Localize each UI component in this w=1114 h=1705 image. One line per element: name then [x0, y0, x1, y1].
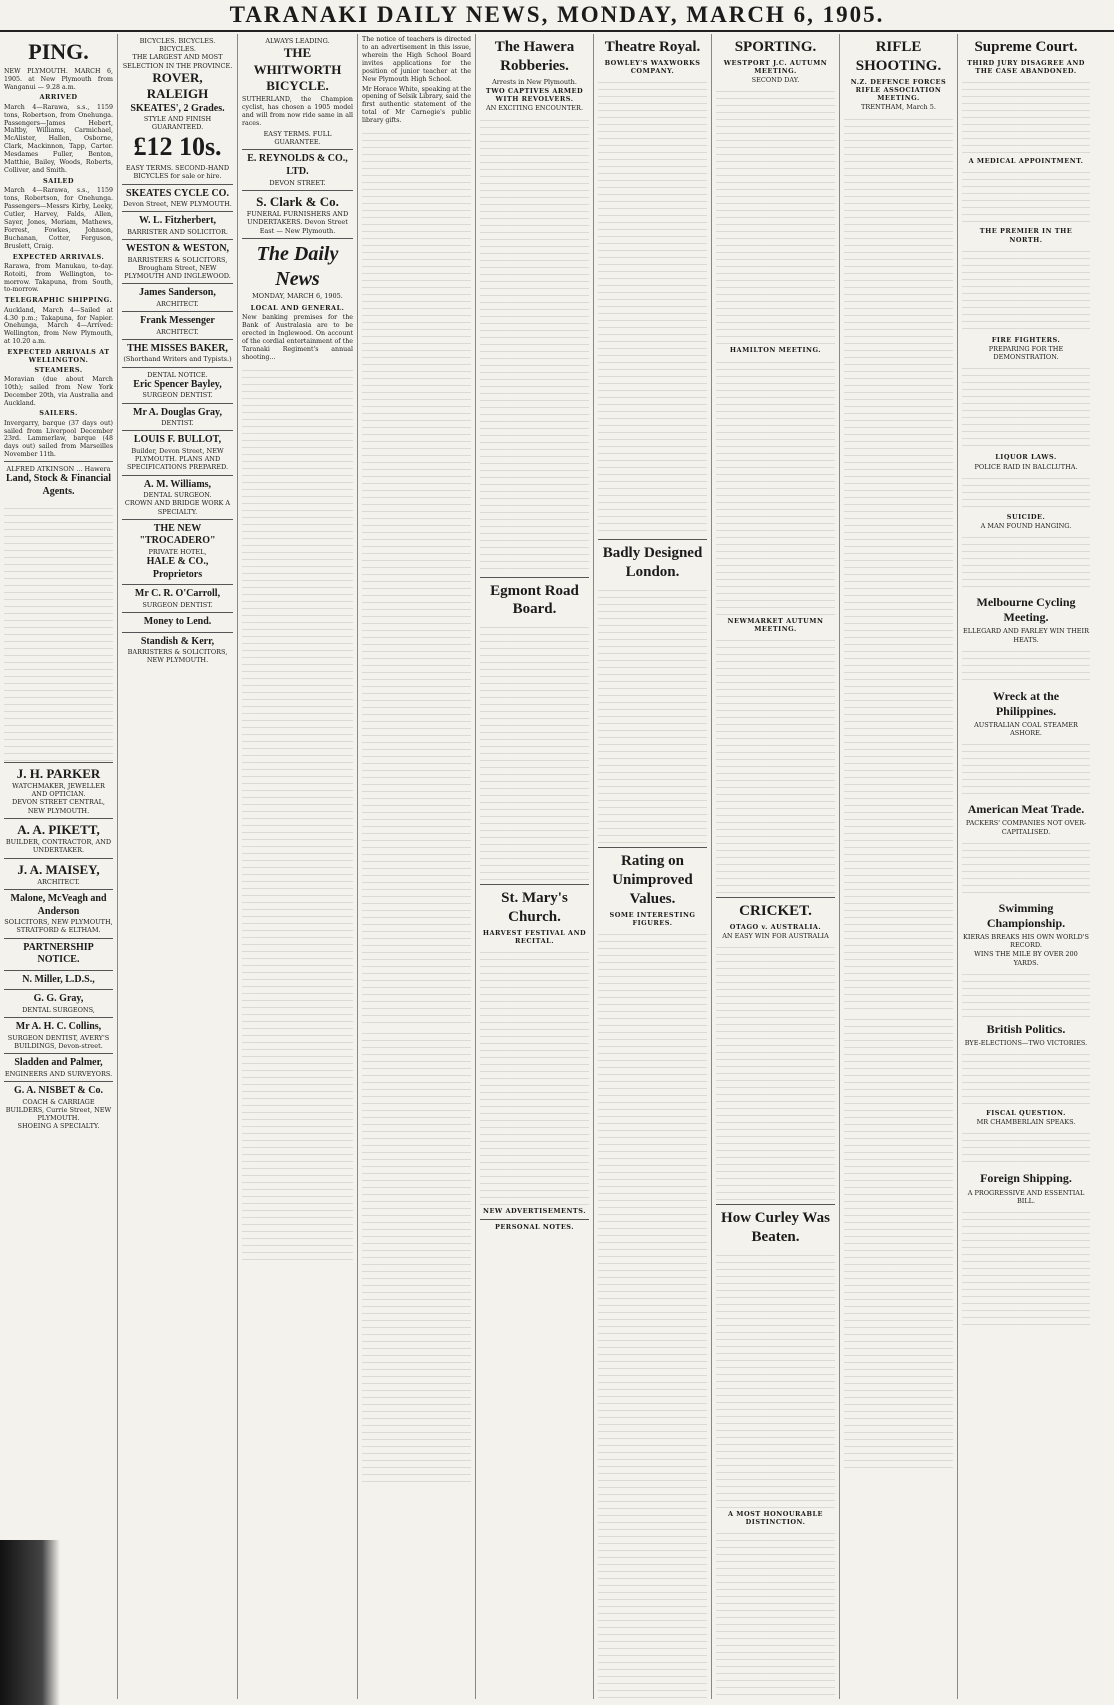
curley-heading: How Curley Was Beaten. [721, 1210, 830, 1246]
newmarket-heading: NEWMARKET AUTUMN MEETING. [727, 616, 824, 633]
fiscal-sub: MR CHAMBERLAIN SPEAKS. [976, 1118, 1076, 1127]
egmont-road-text [480, 621, 589, 881]
ad-malone-name: Malone, McVeagh and Anderson [10, 893, 107, 917]
masthead [0, 0, 1114, 30]
liquor-heading: LIQUOR LAWS. [995, 453, 1057, 462]
column-editorial [238, 34, 358, 1699]
ad-douglas-gray [122, 403, 233, 431]
column-news-6 [594, 34, 712, 1699]
ad-weston [122, 239, 233, 283]
cricket-sub: OTAGO v. AUSTRALIA. [729, 922, 822, 931]
medical-text [962, 166, 1090, 226]
arrived-heading: ARRIVED [39, 93, 78, 102]
ad-maisey-line: ARCHITECT. [37, 877, 80, 886]
swimming-sub: KIERAS BREAKS HIS OWN WORLD'S RECORD. [963, 933, 1089, 950]
ad-collins [4, 1017, 113, 1053]
ad-raleigh: RALEIGH [146, 86, 209, 102]
liquor-text [962, 472, 1090, 512]
telegraphic-text: Auckland, March 4—Sailed at 4.30 p.m.; Takapuna, for Napier. Onehunga, March 4—Arrived: Wellington, from New Plymouth, at 10.20 a.m. [4, 306, 113, 346]
ad-standish-kerr-name: Standish & Kerr, [140, 635, 215, 647]
ad-trocadero [122, 519, 233, 585]
ad-bicycles-line: BICYCLES. BICYCLES. BICYCLES. [139, 37, 216, 54]
new-ads-heading: NEW ADVERTISEMENTS. [483, 1207, 586, 1216]
divider [480, 577, 589, 578]
foreign-shipping-text [962, 1206, 1090, 1326]
ad-messenger-line: ARCHITECT. [156, 327, 199, 336]
expected-wellington-heading: EXPECTED ARRIVALS AT WELLINGTON. [7, 348, 110, 365]
ad-whitworth [242, 34, 353, 149]
local-carnegie: Mr Horace White, speaking at the opening of Selsik Library, said the first authentic statement of the total of Mr Carnegie's public library gifts. [362, 85, 472, 125]
fiscal-text [962, 1127, 1090, 1167]
honourable-heading: A MOST HONOURABLE DISTINCTION. [728, 1510, 823, 1527]
ad-clark-name: S. Clark & Co. [256, 193, 339, 209]
ad-dental-notice [122, 367, 233, 403]
page-edge-shadow [0, 1540, 60, 1705]
hamilton-text [716, 356, 835, 616]
meat-trade-text [962, 837, 1090, 897]
westport-text [716, 85, 835, 345]
foreign-shipping-heading: Foreign Shipping. [980, 1171, 1072, 1186]
hawera-sub: Arrests in New Plymouth. [492, 77, 577, 86]
ad-parker-name: J. H. PARKER [16, 765, 101, 781]
swimming-heading: Swimming Championship. [986, 900, 1066, 930]
rifle-text [844, 113, 953, 1013]
column-cables [958, 34, 1094, 1699]
hamilton-heading: HAMILTON MEETING. [729, 346, 822, 355]
divider [716, 897, 835, 898]
rifle-sub: N.Z. DEFENCE FORCES RIFLE ASSOCIATION MEETING. [850, 77, 947, 103]
ad-crown-bridge: CROWN AND BRIDGE WORK A SPECIALTY. [124, 499, 231, 516]
ad-douglas-gray-line: DENTIST. [161, 419, 194, 428]
ad-atkinson [4, 461, 113, 501]
badly-designed-text [598, 584, 707, 844]
steamers-heading: STEAMERS. [34, 365, 83, 374]
divider [598, 847, 707, 848]
ad-williams-line: DENTAL SURGEON. [143, 491, 212, 500]
ad-pikett-name: A. A. PIKETT, [17, 821, 100, 837]
ad-bayley-line: SURGEON DENTIST. [142, 391, 213, 400]
divider [598, 539, 707, 540]
cricket-sub2: AN EASY WIN FOR AUSTRALIA [722, 932, 829, 941]
cycling-text [962, 645, 1090, 685]
ad-clark [242, 190, 353, 238]
ad-whitworth-terms: EASY TERMS. FULL GUARANTEE. [263, 130, 332, 147]
ad-baker [122, 339, 233, 367]
ad-clark-line: FUNERAL FURNISHERS AND UNDERTAKERS. Devon Street East — New Plymouth. [246, 210, 349, 235]
wreck-heading: Wreck at the Philippines. [992, 688, 1060, 718]
divider [480, 1219, 589, 1220]
fire-fighters-heading: FIRE FIGHTERS. [991, 335, 1061, 344]
column-sporting [712, 34, 840, 1699]
ad-weston-line: BARRISTERS & SOLICITORS, Brougham Street, NEW PLYMOUTH AND INGLEWOOD. [124, 255, 231, 281]
curley-text [716, 1249, 835, 1509]
ad-nisbet-name: G. A. NISBET & Co. [13, 1084, 103, 1096]
local-notice-teachers: The notice of teachers is directed to an advertisement in this issue, wherein the High School Board invites applications for the position of junior teacher at the New Plymouth High School. [362, 36, 471, 83]
newspaper-masthead-title: TARANAKI DAILY NEWS, MONDAY, MARCH 6, 1905. [229, 2, 885, 27]
ad-parker-line: WATCHMAKER, JEWELLER AND OPTICIAN. [12, 782, 105, 799]
sailers-text: Invergarry, barque (37 days out) sailed from Liverpool December 23rd. Lammerlaw, barque (48 days out) sailed from Marseilles November 11th. [4, 419, 113, 459]
rifle-sub2: TRENTHAM, March 5. [861, 103, 936, 112]
swimming-text [962, 968, 1090, 1018]
ad-price: £12 10s. [133, 132, 222, 162]
medical-heading: A MEDICAL APPOINTMENT. [968, 157, 1084, 166]
ad-messenger [122, 311, 233, 339]
paper-title: The Daily News [256, 242, 339, 290]
suicide-heading: SUICIDE. [1006, 512, 1046, 521]
ad-gray-line: DENTAL SURGEONS, [22, 1006, 95, 1014]
local-news-text [362, 127, 471, 1027]
ad-skeates-grades: SKEATES', 2 Grades. [130, 102, 225, 114]
rating-heading: Rating on Unimproved Values. [612, 853, 693, 907]
divider [716, 1204, 835, 1205]
ad-parker [4, 762, 113, 818]
ad-malone [4, 889, 113, 938]
column-local-news [358, 34, 476, 1699]
sporting-heading: SPORTING. [734, 39, 817, 55]
personal-notes-heading: PERSONAL NOTES. [494, 1222, 575, 1231]
expected-heading: EXPECTED ARRIVALS. [12, 252, 105, 261]
ad-trocadero-line: PRIVATE HOTEL, [148, 547, 207, 556]
ad-williams-name: A. M. Williams, [143, 478, 212, 490]
meat-trade-heading: American Meat Trade. [967, 802, 1085, 817]
second-day-sub: SECOND DAY. [751, 76, 800, 85]
ad-sanderson-line: ARCHITECT. [156, 299, 199, 308]
ad-baker-line: (Shorthand Writers and Typists.) [123, 355, 232, 364]
newmarket-text [716, 634, 835, 894]
ad-sanderson-name: James Sanderson, [139, 287, 216, 299]
ad-money-lend [122, 612, 233, 632]
hawera-sub2: TWO CAPTIVES ARMED WITH REVOLVERS. [485, 86, 584, 104]
westport-sub: WESTPORT J.C. AUTUMN MEETING. [723, 58, 828, 76]
hawera-robberies-heading: The Hawera Robberies. [494, 39, 575, 74]
arrived-text: March 4—Rarawa, s.s., 1159 tons, Robertson, from Onehunga. Passengers—James Hebert, Maltby, Williams, Carmichael, McAlister, Hallen, Osborne, Clark, Mackinnon, Tapp, Carter. Mesdames Fuller, Benton, Matthie, Bailey, Woods, Roberts, Colliver, and Smith. [4, 103, 113, 175]
ad-williams [122, 475, 233, 519]
wreck-sub: AUSTRALIAN COAL STEAMER ASHORE. [974, 720, 1078, 738]
ad-fitzherbert-name: W. L. Fitzherbert, [138, 215, 217, 227]
ad-reynolds-line: DEVON STREET. [269, 178, 326, 187]
rating-sub: SOME INTERESTING FIGURES. [609, 910, 696, 927]
telegraphic-heading: TELEGRAPHIC SHIPPING. [4, 296, 113, 305]
cycling-sub: ELLEGARD AND FARLEY WIN THEIR HEATS. [962, 627, 1089, 644]
ad-bullot-name: LOUIS F. BULLOT, [133, 434, 222, 446]
ad-hale: HALE & CO., Proprietors [146, 556, 209, 580]
ad-douglas-gray-name: Mr A. Douglas Gray, [133, 406, 222, 418]
ad-sladden-name: Sladden and Palmer, [14, 1057, 103, 1069]
foreign-shipping-sub: A PROGRESSIVE AND ESSENTIAL BILL. [967, 1188, 1085, 1205]
paper-date: MONDAY, MARCH 6, 1905. [252, 292, 343, 301]
ad-ocarroll-name: Mr C. R. O'Carroll, [134, 588, 221, 600]
hawera-sub3: AN EXCITING ENCOUNTER. [485, 104, 584, 113]
local-general-heading: LOCAL AND GENERAL. [250, 304, 345, 313]
ad-skeates-cycle [122, 184, 233, 212]
ad-standish-kerr-line: BARRISTERS & SOLICITORS, NEW PLYMOUTH. [127, 648, 228, 665]
supreme-court-sub: THIRD JURY DISAGREE AND THE CASE ABANDONED. [967, 58, 1085, 76]
premier-heading: THE PREMIER IN THE NORTH. [979, 227, 1073, 244]
ad-miller-name: N. Miller, L.D.S., [22, 973, 95, 985]
cricket-text [716, 941, 835, 1201]
ad-bullot [122, 430, 233, 474]
ad-ocarroll [122, 584, 233, 612]
local-news-text-2 [362, 1027, 471, 1487]
divider [480, 884, 589, 885]
british-politics-sub: BYE-ELECTIONS—TWO VICTORIES. [964, 1038, 1088, 1047]
sailers-heading: SAILERS. [39, 409, 78, 418]
ad-ocarroll-line: SURGEON DENTIST. [142, 600, 213, 609]
st-marys-heading: St. Mary's Church. [501, 890, 568, 926]
ad-gray [4, 989, 113, 1017]
ad-sladden-line: ENGINEERS AND SURVEYORS. [4, 1069, 113, 1078]
shipping-heading: PING. [28, 39, 89, 64]
ad-atkinson-name: ALFRED ATKINSON ... Hawera [6, 465, 111, 474]
wreck-text [962, 738, 1090, 798]
ad-skeates-cycle-line: Devon Street, NEW PLYMOUTH. [123, 200, 232, 209]
ad-style-finish: STYLE AND FINISH GUARANTEED. [143, 115, 212, 132]
supreme-court-text [962, 76, 1090, 156]
rifle-shooting-heading: RIFLE SHOOTING. [855, 39, 942, 74]
theatre-royal-sub: BOWLEY'S WAXWORKS COMPANY. [604, 58, 701, 76]
ad-bicycles-selection: THE LARGEST AND MOST SELECTION IN THE PROVINCE. [122, 53, 233, 70]
meat-trade-sub: PACKERS' COMPANIES NOT OVER-CAPITALISED. [965, 819, 1087, 836]
shipping-intro: NEW PLYMOUTH. MARCH 6, 1905. at New Plymouth from Wanganui — 9.28 a.m. [4, 67, 113, 91]
theatre-royal-text [598, 76, 707, 536]
ad-malone-line: SOLICITORS, NEW PLYMOUTH, STRATFORD & ELTHAM. [4, 918, 113, 935]
british-politics-heading: British Politics. [986, 1021, 1066, 1036]
ad-maisey-name: J. A. MAISEY, [17, 861, 100, 877]
masthead-rule [0, 30, 1114, 32]
ad-standish-kerr [122, 632, 233, 668]
sailed-text: March 4—Rarawa, s.s., 1159 tons, Robertson, for Onehunga. Passengers—Messrs Kirby, Leeky, Cutler, Harvey, Falds, Allen, Sayer, Jones, Meriam, Mathews, Forrest, Fowkes, Johnson, Buchanan, Cotter, Ferguson, Bruslett, Craig. [4, 187, 113, 250]
ad-baker-name: THE MISSES BAKER, [127, 342, 228, 354]
ad-easy-terms: EASY TERMS. SECOND-HAND BICYCLES for sale or hire. [125, 164, 230, 181]
ad-whitworth-body: SUTHERLAND, the Champion cyclist, has chosen a 1905 model and will from now ride same in all races. [242, 96, 353, 128]
ad-reynolds [242, 149, 353, 189]
fire-fighters-text [962, 362, 1090, 452]
column-news-5 [476, 34, 594, 1699]
ad-maisey [4, 858, 113, 890]
ad-pikett-line: BUILDER, CONTRACTOR, AND UNDERTAKER. [5, 838, 112, 855]
paper-title-block [242, 238, 353, 304]
ad-dental-notice-head: DENTAL NOTICE. [147, 370, 208, 379]
ad-reynolds-name: E. REYNOLDS & CO., LTD. [247, 153, 348, 177]
suicide-sub: A MAN FOUND HANGING. [980, 521, 1072, 530]
ad-bayley-name: Eric Spencer Bayley, [133, 378, 222, 390]
ad-partnership-name: PARTNERSHIP NOTICE. [23, 941, 94, 966]
supreme-court-heading: Supreme Court. [974, 39, 1078, 55]
honourable-text [716, 1527, 835, 1699]
ad-gray-name: G. G. Gray, [33, 993, 84, 1005]
ad-pikett [4, 818, 113, 858]
ad-skeates-cycle-name: SKEATES CYCLE CO. [126, 187, 229, 199]
british-politics-text [962, 1048, 1090, 1108]
theatre-royal-heading: Theatre Royal. [604, 39, 701, 55]
local-general-body: New banking premises for the Bank of Australasia are to be erected in Inglewood. On account of the cordial entertainment of the Taranaki Regiment's annual shooting... [242, 314, 353, 362]
ad-collins-line: SURGEON DENTIST, AVERY'S BUILDINGS, Devon-street. [7, 1033, 110, 1050]
ad-nisbet [4, 1081, 113, 1133]
ad-body-text [4, 502, 113, 762]
ad-fitzherbert [122, 211, 233, 239]
column-shipping [0, 34, 118, 1699]
ad-nisbet-line: COACH & CARRIAGE BUILDERS, Currie Street, NEW PLYMOUTH. [5, 1097, 112, 1122]
ad-miller [4, 970, 113, 990]
st-marys-text [480, 946, 589, 1206]
liquor-sub: POLICE RAID IN BALCLUTHA. [974, 462, 1078, 471]
ad-bicycles [122, 34, 233, 184]
badly-designed-heading: Badly Designed London. [602, 545, 703, 581]
st-marys-sub: HARVEST FESTIVAL AND RECITAL. [482, 929, 587, 946]
ad-collins-name: Mr A. H. C. Collins, [15, 1021, 102, 1033]
ad-whitworth-tag: ALWAYS LEADING. [265, 37, 330, 45]
ad-fitzherbert-line: BARRISTER AND SOLICITOR. [127, 227, 228, 236]
ad-sladden [4, 1053, 113, 1081]
sailed-heading: SAILED [43, 176, 74, 185]
ad-nisbet-specialty: SHOEING A SPECIALTY. [17, 1122, 100, 1131]
ad-messenger-name: Frank Messenger [140, 315, 215, 327]
cricket-heading: CRICKET. [739, 903, 812, 920]
ad-parker-addr: DEVON STREET CENTRAL, NEW PLYMOUTH. [12, 798, 105, 815]
egmont-road-heading: Egmont Road Board. [490, 582, 579, 618]
column-ads-2 [118, 34, 238, 1699]
ad-partnership [4, 938, 113, 970]
rating-text [598, 928, 707, 1699]
local-general-text [242, 364, 353, 1264]
expected-text: Rarawa, from Manukau, to-day. Rotoiti, from Wellington, to-morrow. Takapuna, from South, to-morrow. [4, 262, 113, 294]
suicide-text [962, 531, 1090, 591]
column-layout [0, 34, 1114, 1699]
ad-whitworth-name: THE WHITWORTH BICYCLE. [253, 45, 342, 93]
hawera-text [480, 114, 589, 574]
ad-atkinson-title: Land, Stock & Financial Agents. [5, 473, 112, 498]
ad-weston-name: WESTON & WESTON, [125, 243, 230, 255]
column-rifle [840, 34, 958, 1699]
steamers-text: Moravian (due about March 10th); sailed from New York December 20th, via Australia and Auckland. [4, 375, 113, 407]
fiscal-heading: FISCAL QUESTION. [986, 1109, 1066, 1118]
fire-fighters-sub: PREPARING FOR THE DEMONSTRATION. [988, 345, 1064, 362]
rifle-text-2 [844, 1013, 953, 1473]
cycling-heading: Melbourne Cycling Meeting. [976, 595, 1076, 625]
ad-money-lend-name: Money to Lend. [143, 616, 212, 628]
ad-sanderson [122, 283, 233, 311]
ad-bullot-line: Builder, Devon Street, NEW PLYMOUTH. PLANS AND SPECIFICATIONS PREPARED. [126, 447, 229, 472]
ad-rover: ROVER, [152, 69, 203, 85]
premier-text [962, 245, 1090, 335]
swimming-sub2: WINS THE MILE BY OVER 200 YARDS. [974, 950, 1078, 967]
ad-trocadero-name: THE NEW "TROCADERO" [139, 522, 216, 547]
